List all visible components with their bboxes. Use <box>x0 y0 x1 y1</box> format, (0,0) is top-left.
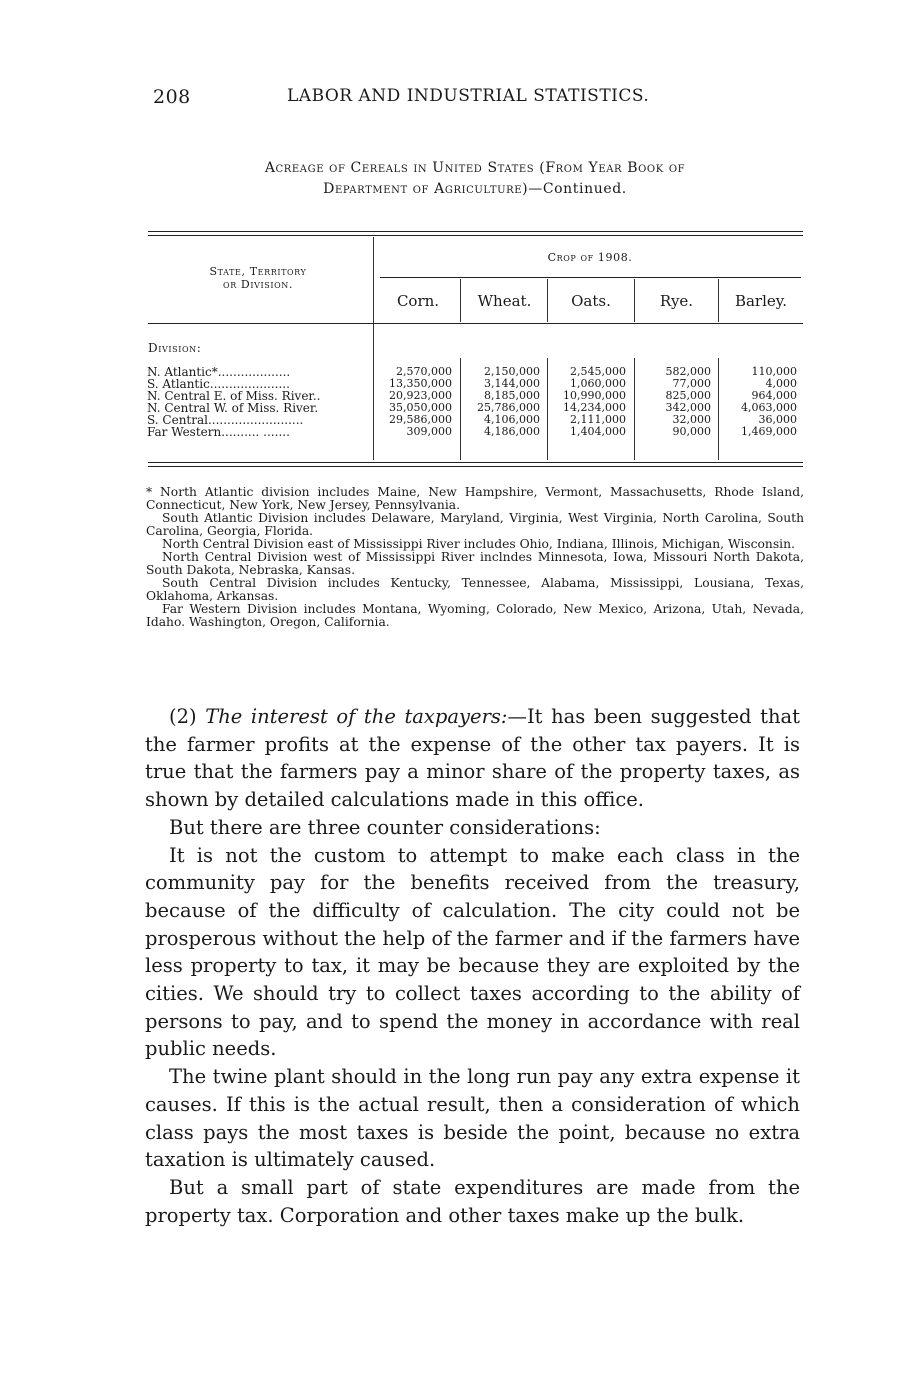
table-footnotes <box>146 486 804 629</box>
col-divider-1-head <box>460 279 461 322</box>
stub-header-line1: State, Territory <box>209 265 307 278</box>
table-cell: 2,111,000 <box>570 413 626 426</box>
footnote: North Central Division west of Mississippi River inclndes Minnesota, Iowa, Missouri North Dakota, South Dakota, Nebraska, Kansas. <box>146 550 804 577</box>
barley-column <box>719 366 797 438</box>
paragraph <box>145 703 800 814</box>
paragraph: The twine plant should in the long run pay any extra expense it causes. If this is the actual result, then a consideration of which class pays the most taxes is beside the point, because no extra taxation is ultimately caused. <box>145 1065 800 1172</box>
table-top-rule-2 <box>148 235 803 236</box>
table-cell: 36,000 <box>758 413 797 426</box>
table-title-line2-main: Department of Agriculture) <box>323 181 529 197</box>
table-cell: 2,150,000 <box>484 365 540 378</box>
column-header-corn: Corn. <box>396 292 440 310</box>
table-cell: 4,000 <box>765 377 797 390</box>
table-cell: 4,106,000 <box>484 413 540 426</box>
table-title-continued: —Continued. <box>528 181 627 197</box>
page-number: 208 <box>153 86 191 108</box>
stub-header <box>148 265 368 291</box>
paragraph: It is not the custom to attempt to make each class in the community pay for the benefits received from the treasury, because of the difficulty of calculation. The city could not be prosperous without the help of the farmer and if the farmers have less property to tax, it may be because they are exploited by the cities. We should try to collect taxes according to the ability of persons to pay, and to spend the money in accordance with real public needs. <box>145 843 800 1061</box>
section-heading: The interest of the taxpayers: <box>205 705 508 728</box>
table-cell: 90,000 <box>672 425 711 438</box>
table-cell: 309,000 <box>406 425 452 438</box>
column-header-rye: Rye. <box>659 292 694 310</box>
table-cell: 964,000 <box>751 389 797 402</box>
table-cell: 2,545,000 <box>570 365 626 378</box>
table-cell: 1,404,000 <box>570 425 626 438</box>
running-head-title: LABOR AND INDUSTRIAL STATISTICS. <box>287 86 650 106</box>
table-cell: 13,350,000 <box>389 377 452 390</box>
table-cell: 77,000 <box>672 377 711 390</box>
table-cell: 10,990,000 <box>563 389 626 402</box>
table-title-line2 <box>150 179 800 200</box>
column-header-rule <box>148 323 803 324</box>
paragraph: But a small part of state expenditures are made from the property tax. Corporation and other taxes make up the bulk. <box>145 1175 800 1227</box>
table-cell: 32,000 <box>672 413 711 426</box>
table-cell: 1,060,000 <box>570 377 626 390</box>
row-label: N. Atlantic*................... <box>147 366 291 378</box>
row-label: Far Western.......... ....... <box>147 426 290 438</box>
oats-column <box>548 366 626 438</box>
table-bottom-rule <box>148 462 803 463</box>
column-header-oats: Oats. <box>571 292 611 310</box>
column-header-wheat: Wheat. <box>477 292 532 310</box>
table-cell: 825,000 <box>665 389 711 402</box>
footnote: * North Atlantic division includes Maine, New Hampshire, Vermont, Massachusetts, Rhode Island, Connecticut, New York, New Jersey, Pennsylvania. <box>146 485 804 512</box>
table-cell: 582,000 <box>665 365 711 378</box>
footnote: North Central Division east of Mississippi River includes Ohio, Indiana, Illinois, Michigan, Wisconsin. <box>162 537 795 551</box>
paragraph-text: —It has been suggested that the farmer profits at the expense of the other tax payers. It is true that the farmers pay a minor share of the property taxes, as shown by detailed calculations made in this office. <box>145 705 800 812</box>
division-label: Division: <box>148 341 202 355</box>
table-cell: 20,923,000 <box>389 389 452 402</box>
table-cell: 342,000 <box>665 401 711 414</box>
crop-header-rule <box>380 277 801 278</box>
col-divider-4-head <box>718 279 719 322</box>
table-cell: 25,786,000 <box>477 401 540 414</box>
table-bottom-rule-2 <box>148 466 803 467</box>
table-cell: 4,063,000 <box>741 401 797 414</box>
rye-column <box>635 366 711 438</box>
table-cell: 3,144,000 <box>484 377 540 390</box>
row-label: S. Central......................... <box>147 414 304 426</box>
paragraph-number: (2) <box>169 705 206 728</box>
running-head <box>150 86 800 110</box>
crop-header: Crop of 1908. <box>547 251 633 264</box>
col-divider-3-head <box>634 279 635 322</box>
row-label: N. Central E. of Miss. River.. <box>147 390 321 402</box>
table-title <box>150 158 800 200</box>
footnote: South Central Division includes Kentucky, Tennessee, Alabama, Mississippi, Lousiana, Texas, Oklahoma, Arkansas. <box>146 576 804 603</box>
row-label: N. Central W. of Miss. River. <box>147 402 319 414</box>
table-cell: 35,050,000 <box>389 401 452 414</box>
footnote: South Atlantic Division includes Delaware, Maryland, Virginia, West Virginia, North Carolina, South Carolina, Georgia, Florida. <box>146 511 804 538</box>
wheat-column <box>461 366 540 438</box>
table-title-line1: Acreage of Cereals in United States (From Year Book of <box>264 160 686 176</box>
table-cell: 1,469,000 <box>741 425 797 438</box>
col-divider-2-head <box>547 279 548 322</box>
corn-column <box>374 366 452 438</box>
table-cell: 14,234,000 <box>563 401 626 414</box>
table-cell: 8,185,000 <box>484 389 540 402</box>
table-top-rule <box>148 231 803 232</box>
row-label: S. Atlantic..................... <box>147 378 290 390</box>
table-cell: 29,586,000 <box>389 413 452 426</box>
table-cell: 4,186,000 <box>484 425 540 438</box>
body-text <box>145 703 800 1229</box>
table-cell: 110,000 <box>751 365 797 378</box>
table-cell: 2,570,000 <box>396 365 452 378</box>
paragraph: But there are three counter considerations: <box>169 815 601 839</box>
footnote: Far Western Division includes Montana, Wyoming, Colorado, New Mexico, Arizona, Utah, Nevada, Idaho. Washington, Oregon, California. <box>146 602 804 629</box>
stub-header-line2: or Division. <box>223 278 293 291</box>
column-header-barley: Barley. <box>734 292 788 310</box>
row-labels <box>147 366 369 438</box>
